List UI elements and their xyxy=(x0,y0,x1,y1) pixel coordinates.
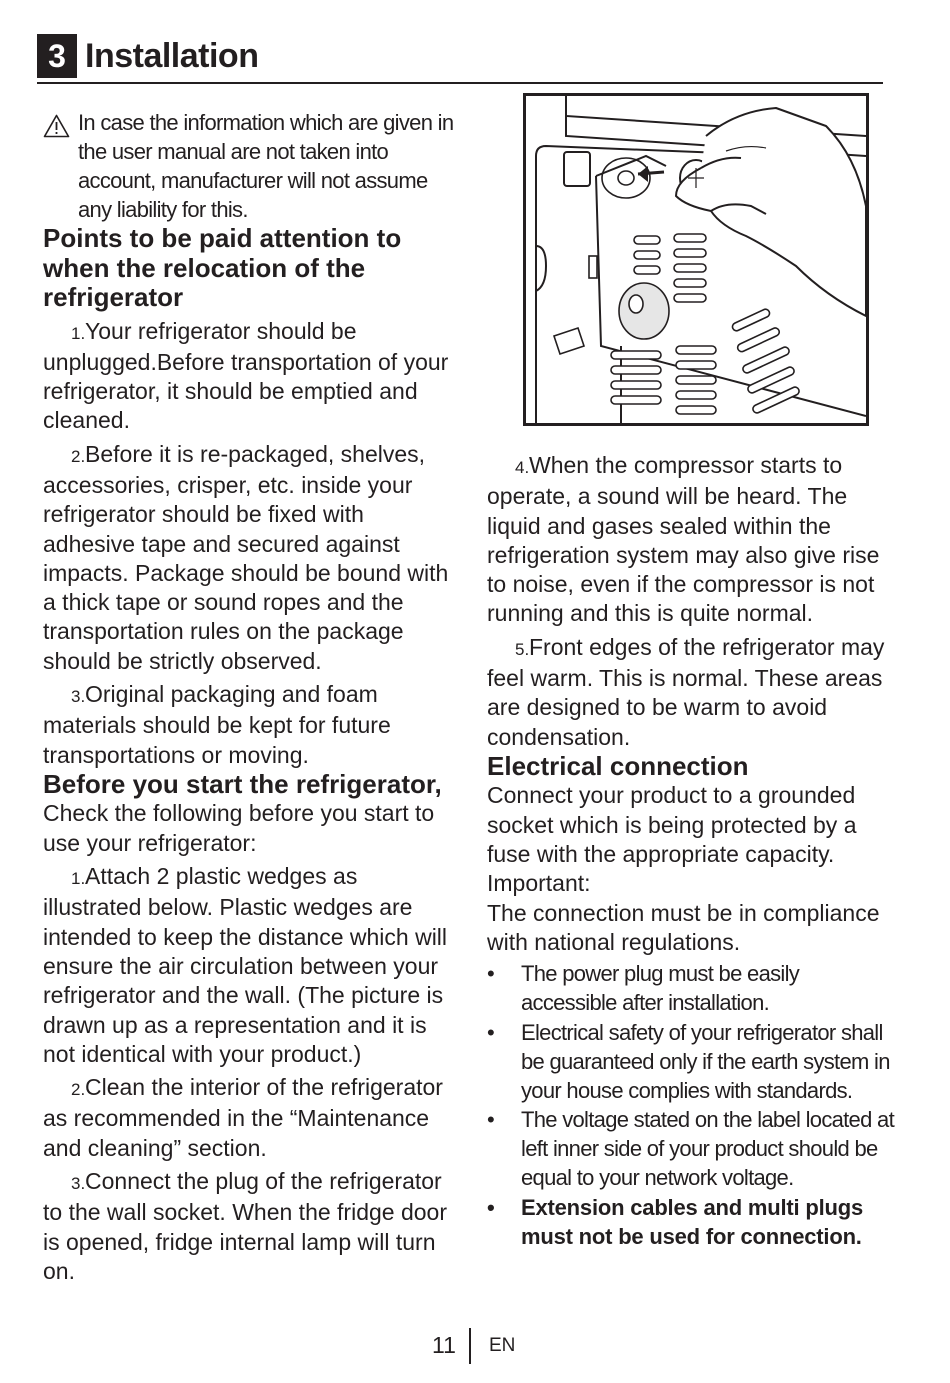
important-label: Important: xyxy=(487,870,591,897)
item-text: Front edges of the refrigerator may feel warm. This is normal. These areas are designed to be warm to avoid condensation. xyxy=(487,633,885,750)
item-text: When the compressor starts to operate, a sound will be heard. The liquid and gases sealed within the refrigeration system may also give rise to noise, even if the compressor is not running and this is quite normal. xyxy=(487,452,880,627)
wedge-illustration-drawing xyxy=(526,96,866,423)
item-number: 4. xyxy=(515,458,530,477)
list-item xyxy=(43,1073,461,1163)
important-text: The connection must be in compliance with national regulations. xyxy=(487,899,880,955)
electrical-bullet-list xyxy=(487,959,899,1251)
list-item xyxy=(43,862,461,1069)
item-text: Your refrigerator should be unplugged.Before transportation of your refrigerator, it should be emptied and cleaned. xyxy=(43,317,449,434)
right-column xyxy=(487,451,899,1251)
electrical-intro: Connect your product to a grounded socket which is being protected by a fuse with the appropriate capacity. xyxy=(487,782,857,868)
chapter-title: Installation xyxy=(85,37,259,75)
list-item xyxy=(43,680,461,770)
before-start-intro: Check the following before you start to use your refrigerator: xyxy=(43,800,435,856)
item-text: Attach 2 plastic wedges as illustrated below. Plastic wedges are intended to keep the distance which will ensure the air circulation between your refrigerator and the wall. (The picture is drawn up as a representation and it is not identical with your product.) xyxy=(43,863,448,1067)
bullet-item-bold: • Extension cables and multi plugs must not be used for connection. xyxy=(487,1193,899,1251)
bullet-item: • The power plug must be easily accessible after installation. xyxy=(487,959,899,1017)
item-text: Connect the plug of the refrigerator to the wall socket. When the fridge door is opened, fridge internal lamp will turn on. xyxy=(43,1168,447,1284)
bullet-item: • Electrical safety of your refrigerator shall be guaranteed only if the earth system in your house complies with standards. xyxy=(487,1018,899,1105)
page-header xyxy=(37,32,883,84)
language-code: EN xyxy=(489,1335,516,1356)
warning-triangle-icon xyxy=(43,114,70,138)
before-start-heading: Before you start the refrigerator, xyxy=(43,768,442,799)
item-number: 2. xyxy=(71,1080,86,1100)
list-item xyxy=(43,440,461,676)
wedge-installation-illustration xyxy=(523,93,869,426)
item-number: 1. xyxy=(71,323,86,343)
item-number: 5. xyxy=(515,639,530,659)
bullet-item: • The voltage stated on the label located at left inner side of your product should be equal to your network voltage. xyxy=(487,1105,899,1192)
footer-divider xyxy=(469,1328,471,1364)
list-item xyxy=(43,1167,461,1286)
electrical-heading: Electrical connection xyxy=(487,750,749,781)
warning-text: In case the information which are given in the user manual are not taken into account, manufacturer will not assume any liability for this. xyxy=(78,110,454,222)
item-number: 3. xyxy=(71,1174,86,1194)
left-column xyxy=(43,108,461,1286)
item-number: 1. xyxy=(71,869,86,889)
list-item xyxy=(487,633,899,752)
item-text: Before it is re-packaged, shelves, accessories, crisper, etc. inside your refrigerator should be fixed with adhesive tape and secured against impacts. Package should be bound with a thick tape or sound ropes and the transportation rules on the package should be strictly observed. xyxy=(43,440,449,674)
item-text: Original packaging and foam materials should be kept for future transportations or moving. xyxy=(43,681,391,768)
relocation-heading: Points to be paid attention to when the relocation of the refrigerator xyxy=(43,223,402,312)
item-number: 3. xyxy=(71,687,86,707)
item-number: 2. xyxy=(71,446,86,466)
page-number: 11 xyxy=(432,1332,456,1358)
list-item xyxy=(43,317,461,436)
chapter-number: 3 xyxy=(37,34,77,78)
warning-note xyxy=(43,108,461,224)
item-text: Clean the interior of the refrigerator as recommended in the “Maintenance and cleaning” section. xyxy=(43,1074,443,1161)
list-item xyxy=(487,451,899,629)
